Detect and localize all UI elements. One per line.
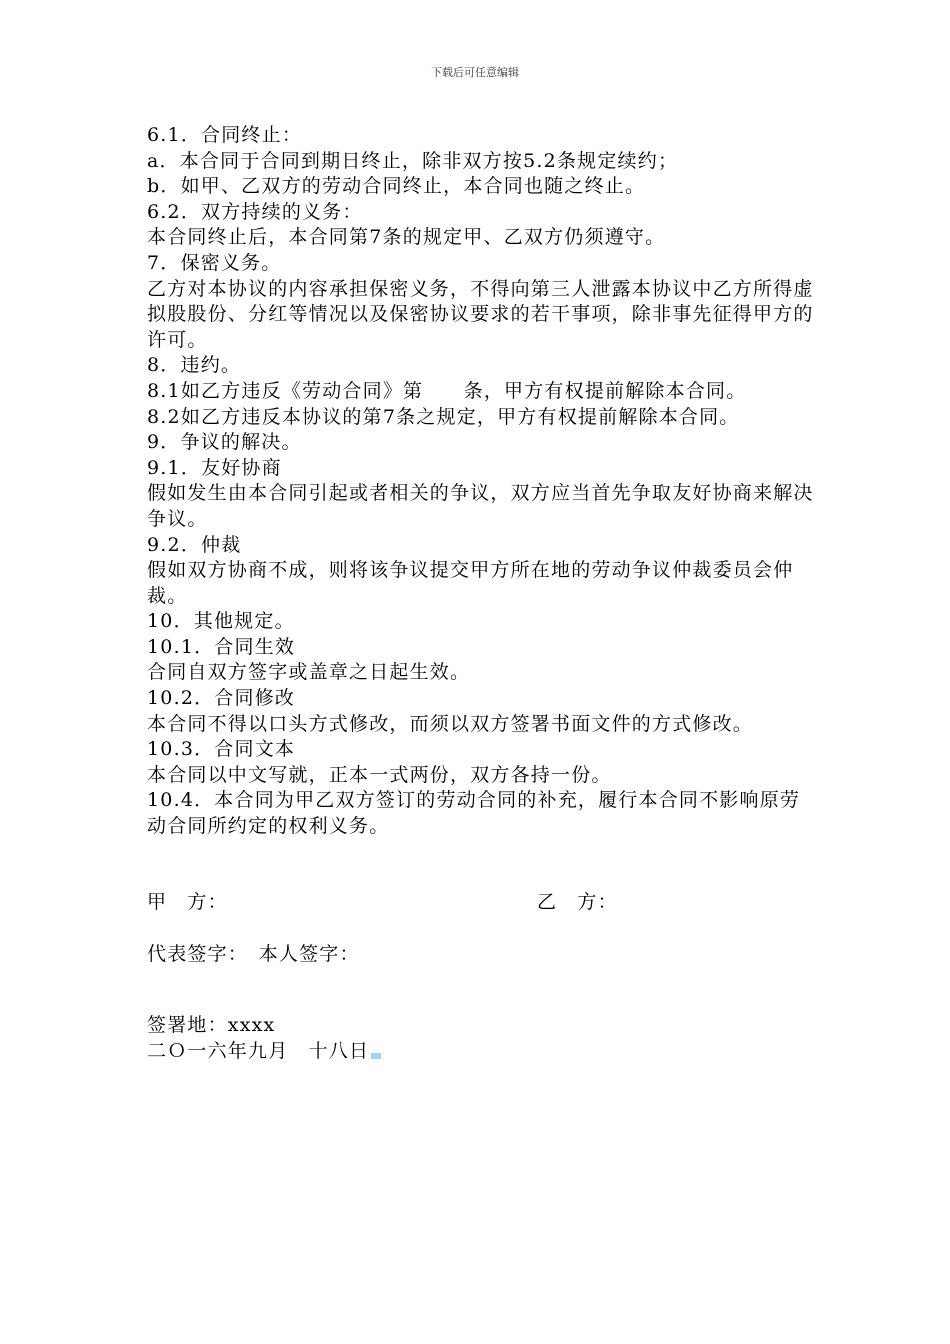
clause-6-1-b: b．如甲、乙双方的劳动合同终止，本合同也随之终止。 — [147, 175, 646, 198]
section-7-title: 7．保密义务。 — [147, 251, 282, 274]
clause-10-4-text: 10.4．本合同为甲乙双方签订的劳动合同的补充，履行本合同不影响原劳动合同所约定的权利义务。 — [147, 789, 801, 838]
clause-9-1-text: 假如发生由本合同引起或者相关的争议，双方应当首先争取友好协商来解决争议。 — [147, 482, 814, 530]
party-row — [147, 890, 817, 916]
signing-date: 二Ｏ一六年九月 十八日 — [147, 1039, 370, 1062]
party-a-label: 甲 方： — [147, 890, 228, 913]
clause-8-2: 8.2如乙方违反本协议的第7条之规定，甲方有权提前解除本合同。 — [147, 405, 740, 428]
clause-6-2-text: 本合同终止后，本合同第7条的规定甲、乙双方仍须遵守。 — [147, 226, 666, 249]
section-9-2-title: 9.2．仲裁 — [147, 533, 242, 556]
section-10-2-title: 10.2．合同修改 — [147, 687, 296, 710]
party-b-label: 乙 方： — [537, 890, 618, 913]
section-6-2-title: 6.2．双方持续的义务： — [147, 200, 363, 223]
section-10-title: 10．其他规定。 — [147, 610, 295, 633]
clause-10-3-text: 本合同以中文写就，正本一式两份，双方各持一份。 — [147, 763, 612, 786]
section-6-1-title: 6.1．合同终止： — [147, 124, 303, 146]
spacer — [147, 967, 817, 1013]
document-body — [147, 123, 817, 1064]
spacer — [147, 916, 817, 942]
section-10-3-title: 10.3．合同文本 — [147, 738, 296, 761]
signing-place: 签署地：xxxx — [147, 1014, 276, 1037]
clause-6-1-a: a．本合同于合同到期日终止，除非双方按5.2条规定续约； — [147, 149, 679, 172]
signing-date-line — [147, 1039, 817, 1065]
clause-10-2-text: 本合同不得以口头方式修改，而须以双方签署书面文件的方式修改。 — [147, 712, 754, 735]
clause-10-1-text: 合同自双方签字或盖章之日起生效。 — [147, 661, 471, 684]
section-9-title: 9．争议的解决。 — [147, 431, 302, 454]
section-8-title: 8．违约。 — [147, 354, 242, 377]
signers-line: 代表签字： 本人签字： — [147, 942, 360, 965]
section-10-1-title: 10.1．合同生效 — [147, 635, 296, 658]
page-header: 下载后可任意编辑 — [431, 66, 519, 79]
clause-8-1: 8.1如乙方违反《劳动合同》第 条，甲方有权提前解除本合同。 — [147, 379, 747, 402]
clause-7-text: 乙方对本协议的内容承担保密义务，不得向第三人泄露本协议中乙方所得虚拟股股份、分红等情况以及保密协议要求的若干事项，除非事先征得甲方的许可。 — [147, 277, 814, 351]
spacer — [147, 840, 817, 890]
clause-9-2-text: 假如双方协商不成，则将该争议提交甲方所在地的劳动争议仲裁委员会仲裁。 — [147, 559, 794, 607]
section-9-1-title: 9.1．友好协商 — [147, 456, 282, 479]
text-cursor-highlight — [371, 1053, 381, 1059]
